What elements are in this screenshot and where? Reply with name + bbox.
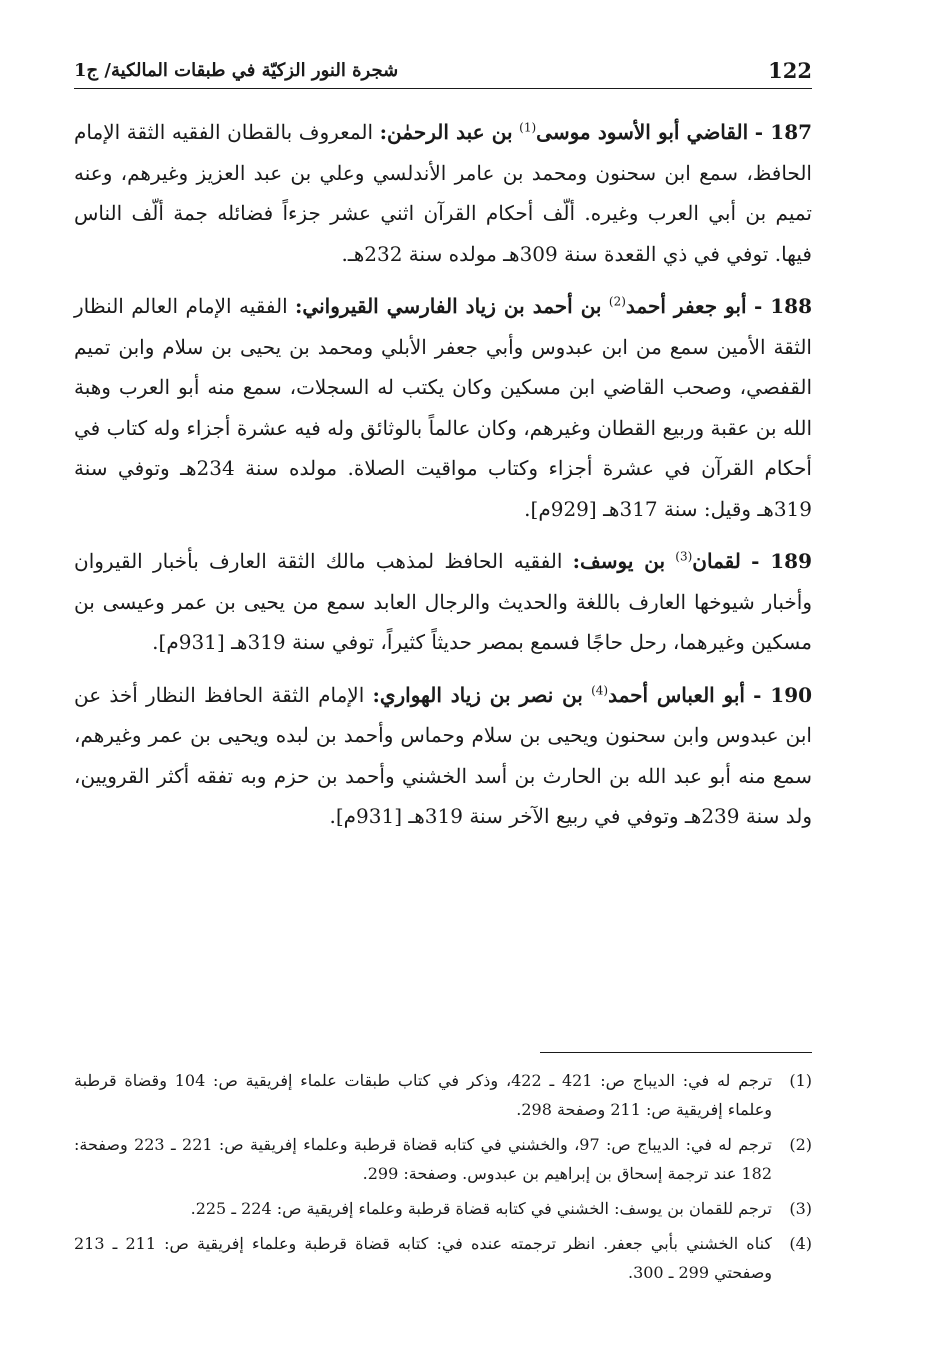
entry-number: 188 - bbox=[753, 294, 813, 318]
footnote-ref: (1) bbox=[519, 120, 537, 135]
footnote-ref: (3) bbox=[675, 549, 693, 564]
footnote-marker: (3) bbox=[789, 1199, 812, 1218]
entry-text: الفقيه الحافظ لمذهب مالك الثقة العارف بأخبار القيروان وأخبار شيوخها العارف باللغة والحديث والرجال العابد سمع من يحيى بن عمر وعيسى بن مسكين وغيرهما، رحل حاجًا فسمع بمصر حديثاً كثيراً، توفي سنة 319هـ [931م]. bbox=[74, 549, 812, 654]
entry-name-continued: بن يوسف: bbox=[572, 549, 666, 573]
entry-text: المعروف بالقطان الفقيه الثقة الإمام الحافظ، سمع ابن سحنون ومحمد بن عامر الأندلسي وعلي بن عبد العزيز وغيرهم، وعنه تميم بن أبي العرب وغيره. ألّف أحكام القرآن اثني عشر جزءاً فضائله جمة ألّف الناس فيها. توفي في ذي القعدة سنة 309هـ مولده سنة 232هـ. bbox=[74, 120, 812, 266]
entry-name: أبو العباس أحمد bbox=[608, 682, 745, 707]
page-number: 122 bbox=[768, 58, 812, 83]
footnotes bbox=[74, 1066, 812, 1293]
entry-number: 189 - bbox=[751, 549, 812, 573]
footnote-1 bbox=[74, 1066, 812, 1124]
footnote-text: كناه الخشني بأبي جعفر. انظر ترجمته عنده في: كتابه قضاة قرطبة وعلماء إفريقية ص: 211 ـ 213 وصفحتي 299 ـ 300. bbox=[74, 1234, 773, 1282]
biography-entry-187 bbox=[74, 112, 812, 274]
entry-number: 190 - bbox=[753, 682, 813, 707]
entry-text: الفقيه الإمام العالم النظار الثقة الأمين سمع من ابن عبدوس وأبي جعفر الأبلي ومحمد بن يحيى بن سلام وابن تميم القفصي، وصحب القاضي ابن مسكين وكان يكتب له السجلات، سمع منه أبو العرب وهبة الله بن عقبة وربيع القطان وغيرهم، وكان عالماً بالوثائق وله فيه عشرة أجزاء وله كتاب في أحكام القرآن في عشرة أجزاء وكتاب مواقيت الصلاة. مولده سنة 234هـ وتوفي سنة 319هـ وقيل: سنة 317هـ [929م]. bbox=[74, 294, 812, 521]
entry-name: أبو جعفر أحمد bbox=[625, 294, 747, 318]
entry-name: القاضي أبو الأسود موسى bbox=[536, 120, 749, 144]
biography-entry-189 bbox=[74, 541, 812, 663]
entry-name: لقمان bbox=[692, 549, 741, 573]
entry-name-continued: بن أحمد بن زياد الفارسي القيرواني: bbox=[295, 294, 602, 318]
footnote-ref: (4) bbox=[591, 682, 609, 697]
biography-entry-190 bbox=[74, 675, 812, 837]
biography-entry-188 bbox=[74, 286, 812, 529]
footnote-marker: (1) bbox=[789, 1071, 812, 1090]
entry-name-continued: بن نصر بن زياد الهواري: bbox=[372, 682, 583, 707]
footnote-text: ترجم للقمان بن يوسف: الخشني في كتابه قضاة قرطبة وعلماء إفريقية ص: 224 ـ 225. bbox=[190, 1199, 772, 1218]
footnote-marker: (2) bbox=[789, 1135, 812, 1154]
footnote-4 bbox=[74, 1229, 812, 1287]
footnote-2 bbox=[74, 1130, 812, 1188]
page-header bbox=[74, 58, 812, 89]
entry-number: 187 - bbox=[754, 120, 813, 144]
biography-entries bbox=[74, 112, 812, 849]
footnote-ref: (2) bbox=[608, 294, 626, 309]
footnote-marker: (4) bbox=[789, 1234, 812, 1253]
footnote-text: ترجم له في: الديباج ص: 97، والخشني في كتابه قضاة قرطبة وعلماء إفريقية ص: 221 ـ 223 وصفحة: 182 عند ترجمة إسحاق بن إبراهيم بن عبدوس. وصفحة: 299. bbox=[74, 1135, 773, 1183]
running-title: شجرة النور الزكيّة في طبقات المالكية/ ج1 bbox=[74, 60, 399, 81]
entry-name-continued: بن عبد الرحمٰن: bbox=[379, 120, 513, 144]
entry-text: الإمام الثقة الحافظ النظار أخذ عن ابن عبدوس وابن سحنون ويحيى بن سلام وحماس وأحمد بن لبده ويحيى بن عمر وغيرهم، سمع منه أبو عبد الله بن الحارث بن أسد الخشني وأحمد بن حزم وبه تفقه أكثر القرويين، ولد سنة 239هـ وتوفي في ربيع الآخر سنة 319هـ [931م]. bbox=[74, 682, 812, 828]
footnote-3 bbox=[74, 1194, 812, 1223]
footnote-divider bbox=[540, 1052, 812, 1053]
footnote-text: ترجم له في: الديباج ص: 421 ـ 422، وذكر في كتاب طبقات علماء إفريقية ص: 104 وقضاة قرطبة وعلماء إفريقية ص: 211 وصفحة 298. bbox=[74, 1071, 773, 1119]
